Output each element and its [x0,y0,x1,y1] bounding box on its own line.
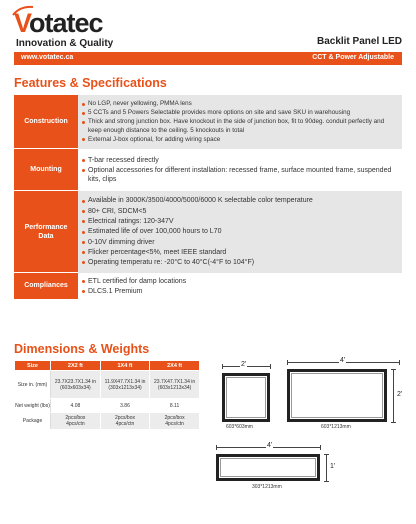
dimensions-cell-line: 2pcs/box [164,415,185,421]
spec-body [78,149,402,191]
dim-tick [222,364,223,369]
dim-line [393,369,394,422]
dim-header-1x4: 1X4 ft [100,361,149,371]
spec-item: Optional accessories for different installation: recessed frame, surface mounted frame, suspended kits, clips [82,166,396,185]
dimensions-cell-line: 8.11 [169,402,180,409]
dim-line [326,454,327,481]
dimensions-cell [51,371,101,399]
dimensions-cell [51,413,101,430]
dimensions-cell [150,413,200,430]
panel-1x4-outline [216,454,320,481]
spec-item: Electrical ratings: 120-347V [82,217,396,226]
spec-item: Available in 3000K/3500/4000/5000/6000 K selectable color temperature [82,196,396,205]
dimensions-row-label: Package [15,413,51,430]
spec-item: ETL certified for damp locations [82,277,396,286]
spec-label: Construction [14,95,78,149]
specifications-table [14,95,402,300]
spec-item: T-bar recessed directly [82,156,396,165]
dimensions-cell-line: (603x1213x34) [157,384,192,391]
dimensions-row-label: Net weight (lbs) [15,399,51,413]
brand-logo: Votatec [14,8,103,38]
dim-tick [287,360,288,365]
dim-tick [320,445,321,450]
dimensions-cell [100,413,149,430]
spec-body [78,95,402,149]
dimensions-cell [150,399,200,413]
diagram-1x4-width: 4' [267,442,273,449]
document-title: Backlit Panel LED [316,36,402,47]
diagram-2x4 [283,356,409,432]
spec-item: DLCS.1 Premium [82,287,396,296]
dimensions-cell-line: 2pcs/box [65,415,86,421]
brand-tagline: Innovation & Quality [16,38,114,49]
dimensions-cell-line: 11.9X47.7X1.34 in [104,378,146,385]
spec-item: Operating temperatu re: -20°C to 40°C(-4°F to 104°F) [82,258,396,267]
dimensions-heading: Dimensions & Weights [14,342,150,356]
spec-row-construction [14,95,402,149]
features-heading: Features & Specifications [14,76,167,90]
diagram-2x2-width: 2' [241,361,247,368]
dimensions-cell-line: 4pcs/ctn [165,421,184,427]
spec-row-compliances [14,273,402,300]
diagram-2x4-width: 4' [340,357,346,364]
page-header [0,0,416,64]
dimensions-row [15,413,200,430]
dimensions-row [15,371,200,399]
dimensions-cell-line: 4pcs/ctn [66,421,85,427]
diagram-1x4-mm: 303*1213mm [252,484,282,490]
dim-tick [216,445,217,450]
dimensions-cell-line: 4.08 [70,402,81,409]
dim-tick [391,369,396,370]
dimensions-cell-line: 4pcs/ctn [115,421,135,427]
dimensions-row [15,399,200,413]
dimensions-cell [100,371,149,399]
spec-item: External J-box optional, for adding wiring space [82,136,396,144]
dimensions-cell [100,399,149,413]
document-subtitle: CCT & Power Adjustable [312,54,394,61]
dimensions-cell-line: (603x603x34) [60,384,91,391]
diagram-1x4 [212,441,346,493]
spec-item: Estimated life of over 100,000 hours to L70 [82,227,396,236]
panel-2x2-outline [222,373,270,422]
dimensions-cell-line: 3.86 [120,402,130,409]
dimensions-cell [150,371,200,399]
spec-label: Performance Data [14,191,78,273]
dim-tick [324,481,329,482]
spec-label: Compliances [14,273,78,300]
spec-row-performance-data [14,191,402,273]
spec-item: Flicker percentage<5%, meet IEEE standard [82,248,396,257]
spec-item: 5 CCTs and 5 Powers Selectable provides more options on site and save SKU in warehousing [82,109,396,117]
spec-body [78,191,402,273]
diagram-2x4-height: 2' [397,391,403,398]
dimensions-cell-line: 23.7X47.7X1.34 in [154,378,196,385]
diagram-2x4-mm: 603*1213mm [321,424,351,430]
dim-header-2x2: 2X2 ft [51,361,101,371]
dim-header-size: Size [15,361,51,371]
dim-tick [270,364,271,369]
diagram-2x2-mm: 603*603mm [226,424,253,430]
dimensions-table [14,360,200,430]
spec-item: 80+ CRI, SDCM<5 [82,207,396,216]
spec-item: No LGP, never yellowing, PMMA lens [82,100,396,108]
spec-body [78,273,402,300]
spec-label: Mounting [14,149,78,191]
panel-2x4-outline [287,369,387,422]
dimensions-cell-line: 2pcs/box [114,415,135,421]
website-url[interactable]: www.votatec.ca [21,54,74,61]
spec-item: Thick and strong junction box. Have knockout in the side of junction box, fit to 90deg. conduit perfectly and keep enough distance to the ceiling. 5 knockouts in total [82,118,396,134]
dim-tick [324,454,329,455]
dimensions-header-row [15,361,200,371]
diagram-2x2 [218,360,278,432]
dimensions-cell [51,399,101,413]
diagram-1x4-height: 1' [330,463,336,470]
spec-row-mounting [14,149,402,191]
dim-tick [391,422,396,423]
dimensions-cell-line: (303x1213x34) [108,384,142,391]
dim-header-2x4: 2X4 ft [150,361,200,371]
spec-item: 0-10V dimming driver [82,238,396,247]
header-bar [14,52,402,65]
dimensions-cell-line: 23.7X23.7X1.34 in [54,378,96,385]
dimensions-row-label: Size in. (mm) [15,371,51,399]
dim-tick [399,360,400,365]
